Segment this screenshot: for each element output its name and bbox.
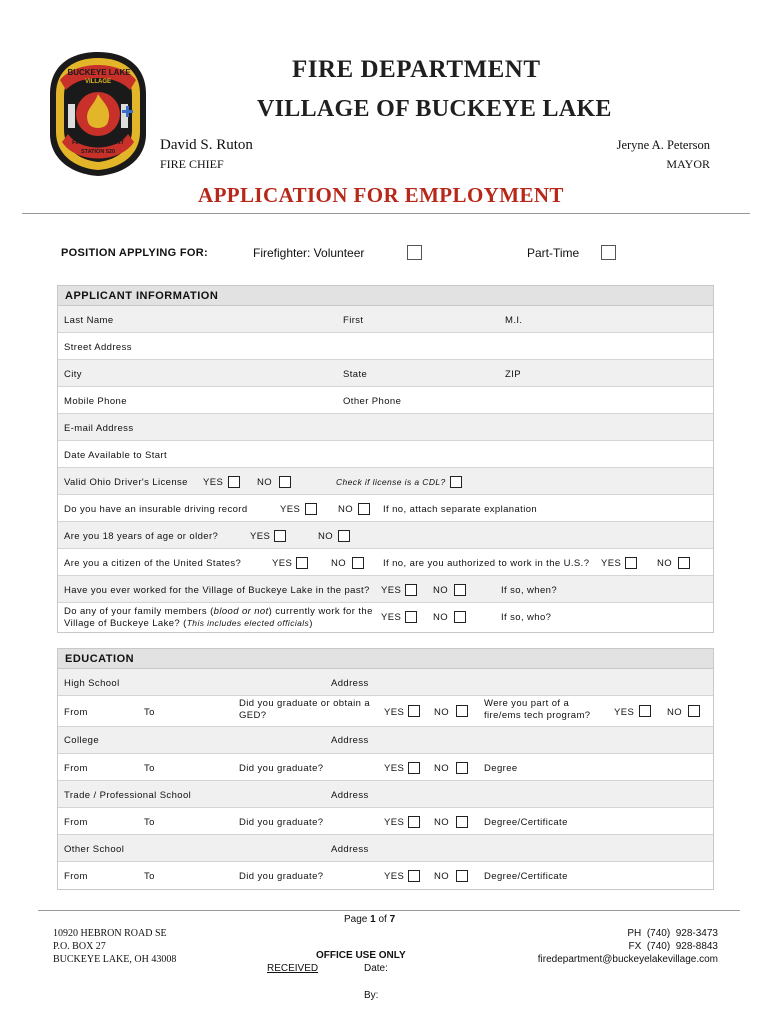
license-yes-label: YES: [203, 477, 224, 488]
position-option-volunteer: Firefighter: Volunteer: [253, 246, 365, 260]
college-from-label: From: [64, 763, 88, 774]
page-indicator: [344, 914, 395, 925]
trade-graduate-question: Did you graduate?: [239, 817, 324, 828]
first-name-label: First: [343, 315, 364, 326]
college-address-label: Address: [331, 735, 369, 746]
fire-department-badge-logo: [46, 50, 150, 178]
last-name-label: Last Name: [64, 315, 114, 326]
city-row: [58, 360, 713, 387]
if-so-when-label: If so, when?: [501, 585, 558, 596]
family-no-label: NO: [433, 612, 449, 623]
education-heading: EDUCATION: [65, 653, 135, 665]
license-label: Valid Ohio Driver's License: [64, 477, 188, 488]
other-yes-checkbox[interactable]: [408, 870, 420, 882]
authorized-no-label: NO: [657, 558, 673, 569]
citizen-row: [58, 549, 713, 576]
high-school-detail-row: [58, 696, 713, 727]
volunteer-checkbox[interactable]: [407, 245, 422, 260]
name-row: [58, 306, 713, 333]
trade-yes-checkbox[interactable]: [408, 816, 420, 828]
page-word: Page: [344, 914, 368, 925]
trade-no-label: NO: [434, 817, 450, 828]
other-school-address-label: Address: [331, 844, 369, 855]
other-no-checkbox[interactable]: [456, 870, 468, 882]
worked-no-checkbox[interactable]: [454, 584, 466, 596]
age-yes-label: YES: [250, 531, 271, 542]
license-no-label: NO: [257, 477, 273, 488]
college-to-label: To: [144, 763, 155, 774]
fire-ems-no-checkbox[interactable]: [688, 705, 700, 717]
college-yes-label: YES: [384, 763, 405, 774]
other-no-label: NO: [434, 871, 450, 882]
college-no-checkbox[interactable]: [456, 762, 468, 774]
insurable-no-checkbox[interactable]: [358, 503, 370, 515]
applicant-heading-bar: [58, 286, 713, 306]
insurable-label: Do you have an insurable driving record: [64, 504, 248, 515]
authorized-label: If no, are you authorized to work in the U.S.?: [383, 558, 590, 569]
mayor-title: MAYOR: [666, 157, 710, 171]
family-line2-b: ): [309, 618, 313, 629]
education-heading-bar: [58, 649, 713, 669]
form-title: APPLICATION FOR EMPLOYMENT: [198, 183, 564, 207]
family-row: [58, 603, 713, 631]
college-graduate-question: Did you graduate?: [239, 763, 324, 774]
family-question-line1: [64, 606, 373, 617]
applicant-information-section: [57, 285, 714, 633]
date-start-row: [58, 441, 713, 468]
citizen-label: Are you a citizen of the United States?: [64, 558, 242, 569]
college-row: [58, 727, 713, 754]
other-school-detail-row: [58, 862, 713, 888]
insurable-no-label: NO: [338, 504, 354, 515]
family-line1-a: Do any of your family members (: [64, 606, 214, 617]
cdl-checkbox[interactable]: [450, 476, 462, 488]
college-detail-row: [58, 754, 713, 781]
family-yes-checkbox[interactable]: [405, 611, 417, 623]
age-row: [58, 522, 713, 549]
date-start-label: Date Available to Start: [64, 450, 168, 461]
page-number: 1: [370, 914, 376, 925]
trade-label: Trade / Professional School: [64, 790, 192, 801]
license-no-checkbox[interactable]: [279, 476, 291, 488]
address-line1: 10920 HEBRON ROAD SE: [53, 928, 167, 939]
ged-yes-checkbox[interactable]: [408, 705, 420, 717]
footer-divider: [38, 910, 740, 911]
trade-yes-label: YES: [384, 817, 405, 828]
worked-no-label: NO: [433, 585, 449, 596]
family-line2-a: Village of Buckeye Lake? (: [64, 618, 187, 629]
worked-yes-label: YES: [381, 585, 402, 596]
age-label: Are you 18 years of age or older?: [64, 531, 219, 542]
page-total: 7: [389, 914, 396, 925]
college-degree-label: Degree: [484, 763, 518, 774]
date-label: Date:: [364, 963, 388, 974]
trade-from-label: From: [64, 817, 88, 828]
trade-degree-label: Degree/Certificate: [484, 817, 568, 828]
email-label: E-mail Address: [64, 423, 134, 434]
office-use-heading: OFFICE USE ONLY: [316, 950, 406, 961]
fire-ems-yes-checkbox[interactable]: [639, 705, 651, 717]
family-yes-label: YES: [381, 612, 402, 623]
address-line3: BUCKEYE LAKE, OH 43008: [53, 954, 177, 965]
address-line2: P.O. BOX 27: [53, 941, 106, 952]
fire-ems-no-label: NO: [667, 707, 683, 718]
mobile-phone-label: Mobile Phone: [64, 396, 127, 407]
family-line1-italic: blood or not: [213, 606, 269, 617]
if-so-who-label: If so, who?: [501, 612, 552, 623]
street-label: Street Address: [64, 342, 132, 353]
street-row: [58, 333, 713, 360]
ged-question: Did you graduate or obtain a GED?: [239, 698, 371, 721]
other-degree-label: Degree/Certificate: [484, 871, 568, 882]
fire-ems-question: Were you part of a fire/ems tech program?: [484, 698, 591, 721]
age-yes-checkbox[interactable]: [274, 530, 286, 542]
license-row: [58, 468, 713, 495]
worked-village-label: Have you ever worked for the Village of Buckeye Lake in the past?: [64, 585, 370, 596]
other-phone-label: Other Phone: [343, 396, 402, 407]
chief-name: David S. Ruton: [160, 137, 253, 153]
trade-address-label: Address: [331, 790, 369, 801]
other-to-label: To: [144, 871, 155, 882]
village-title: VILLAGE OF BUCKEYE LAKE: [257, 96, 612, 122]
ged-no-label: NO: [434, 707, 450, 718]
trade-row: [58, 781, 713, 808]
family-question-line2: [64, 618, 313, 629]
phone-row: [58, 387, 713, 414]
contact-email[interactable]: firedepartment@buckeyelakevillage.com: [537, 954, 718, 965]
by-label: By:: [364, 990, 379, 1001]
trade-to-label: To: [144, 817, 155, 828]
mayor-name: Jeryne A. Peterson: [616, 138, 710, 152]
other-school-label: Other School: [64, 844, 125, 855]
phone-number: PH (740) 928-3473: [627, 928, 718, 939]
authorized-yes-checkbox[interactable]: [625, 557, 637, 569]
logo-station-text: STATION 520: [80, 149, 116, 155]
other-yes-label: YES: [384, 871, 405, 882]
state-label: State: [343, 369, 368, 380]
ged-no-checkbox[interactable]: [456, 705, 468, 717]
received-label: RECEIVED: [267, 963, 319, 974]
ged-yes-label: YES: [384, 707, 405, 718]
family-line1-b: ) currently work for the: [268, 606, 373, 617]
college-no-label: NO: [434, 763, 450, 774]
family-line2-italic: This includes elected officials: [186, 618, 310, 628]
mi-label: M.I.: [505, 315, 523, 326]
hs-from-label: From: [64, 707, 88, 718]
fire-ems-yes-label: YES: [614, 707, 635, 718]
chief-title: FIRE CHIEF: [160, 157, 224, 171]
logo-bottom-text: FIRE DEPARTMENT: [72, 140, 124, 146]
hs-to-label: To: [144, 707, 155, 718]
other-from-label: From: [64, 871, 88, 882]
worked-yes-checkbox[interactable]: [405, 584, 417, 596]
age-no-checkbox[interactable]: [338, 530, 350, 542]
position-label: POSITION APPLYING FOR:: [61, 247, 208, 259]
citizen-yes-checkbox[interactable]: [296, 557, 308, 569]
family-no-checkbox[interactable]: [454, 611, 466, 623]
worked-village-row: [58, 576, 713, 603]
high-school-label: High School: [64, 678, 120, 689]
college-yes-checkbox[interactable]: [408, 762, 420, 774]
insurable-yes-label: YES: [280, 504, 301, 515]
fax-number: FX (740) 928-8843: [628, 941, 718, 952]
citizen-yes-label: YES: [272, 558, 293, 569]
insurable-note: If no, attach separate explanation: [383, 504, 538, 515]
city-label: City: [64, 369, 82, 380]
trade-no-checkbox[interactable]: [456, 816, 468, 828]
logo-mid-text: VILLAGE: [84, 79, 111, 85]
email-row: [58, 414, 713, 441]
logo-top-text: BUCKEYE LAKE: [67, 68, 131, 77]
education-section: [57, 648, 714, 890]
citizen-no-label: NO: [331, 558, 347, 569]
high-school-row: [58, 669, 713, 696]
of-word: of: [378, 914, 387, 925]
authorized-yes-label: YES: [601, 558, 622, 569]
other-school-row: [58, 835, 713, 862]
authorized-no-checkbox[interactable]: [678, 557, 690, 569]
citizen-no-checkbox[interactable]: [352, 557, 364, 569]
other-graduate-question: Did you graduate?: [239, 871, 324, 882]
header-divider: [22, 213, 750, 214]
zip-label: ZIP: [505, 369, 521, 380]
high-school-address-label: Address: [331, 678, 369, 689]
insurable-row: [58, 495, 713, 522]
license-yes-checkbox[interactable]: [228, 476, 240, 488]
dept-title: FIRE DEPARTMENT: [292, 56, 541, 83]
insurable-yes-checkbox[interactable]: [305, 503, 317, 515]
position-option-parttime: Part-Time: [527, 246, 580, 260]
cdl-label: Check if license is a CDL?: [336, 477, 446, 487]
parttime-checkbox[interactable]: [601, 245, 616, 260]
age-no-label: NO: [318, 531, 334, 542]
trade-detail-row: [58, 808, 713, 835]
applicant-heading: APPLICANT INFORMATION: [65, 290, 219, 302]
college-label: College: [64, 735, 100, 746]
